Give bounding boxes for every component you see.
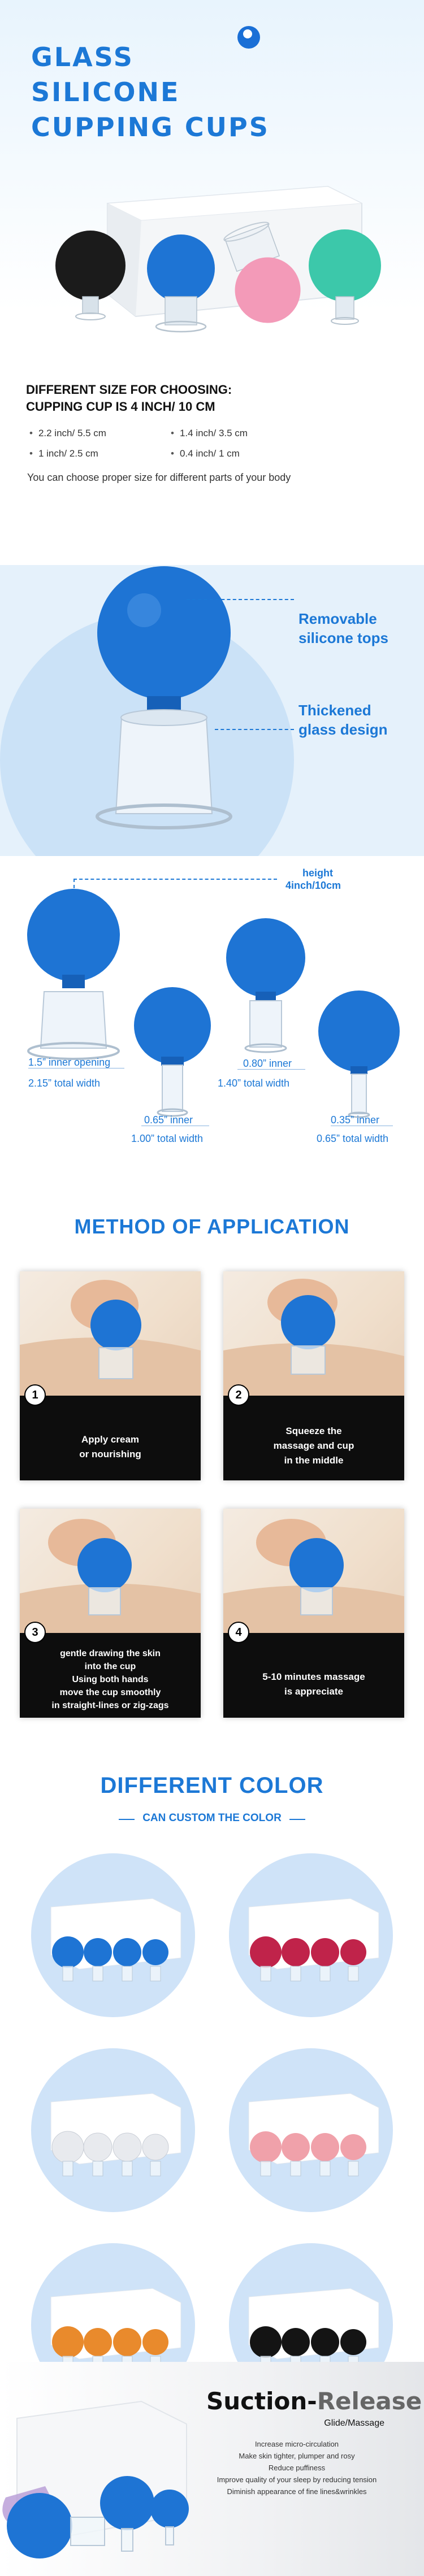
- cup-ball: [340, 2329, 366, 2355]
- hero-title-line-2: SILICONE: [31, 77, 180, 107]
- subtitle-dash: [289, 1819, 305, 1820]
- cup-glass: [63, 2161, 73, 2176]
- leader-line: [187, 599, 294, 600]
- benefit-item: Improve quality of your sleep by reducing tension: [217, 2475, 377, 2484]
- step-photo: [20, 1271, 201, 1396]
- height-label-1: height: [302, 867, 333, 879]
- benefit-item: Reduce puffiness: [268, 2464, 326, 2472]
- cup-ball: [250, 2131, 282, 2163]
- release-benefits: [206, 2438, 387, 2497]
- step-number-badge: 3: [24, 1622, 46, 1643]
- single-cup-image: [68, 565, 254, 831]
- cup-ball: [52, 2326, 84, 2358]
- specs-heading-line-1: DIFFERENT SIZE FOR CHOOSING:: [26, 383, 232, 397]
- cup-glass: [122, 2161, 132, 2176]
- step-photo: [20, 1509, 201, 1633]
- hero-title: [31, 40, 270, 145]
- feature-removable-line-1: Removable: [298, 610, 377, 627]
- method-section: [0, 1175, 424, 1740]
- cup-glass: [63, 1966, 73, 1981]
- release-product-image: [0, 2384, 204, 2576]
- color-variant-pink: [229, 2048, 393, 2212]
- cup4-inner: 0.35” inner: [331, 1114, 380, 1126]
- color-variant-image: [31, 2048, 195, 2212]
- cup1-total: 2.15” total width: [28, 1078, 101, 1089]
- color-variant-blue: [31, 1853, 195, 2017]
- cup-ball: [282, 2133, 310, 2161]
- color-variant-red: [229, 1853, 393, 2017]
- cup-glass: [93, 2161, 103, 2176]
- sizes-section: [0, 856, 424, 1175]
- benefit-item: Diminish appearance of fine lines&wrinkles: [227, 2487, 367, 2496]
- step-number-badge: 1: [24, 1384, 46, 1406]
- cup-glass: [93, 1966, 103, 1981]
- cup3-total: 1.40” total width: [218, 1078, 290, 1089]
- step-text: Apply cream or nourishing: [79, 1434, 141, 1459]
- release-title-bold: Suction-: [206, 2387, 317, 2415]
- decor-dot-small: [243, 29, 252, 38]
- color-variant-image: [229, 2048, 393, 2212]
- cup-ball: [52, 2131, 84, 2163]
- cup2-inner: 0.65” inner: [144, 1114, 193, 1126]
- step-photo: [223, 1271, 404, 1396]
- feature-thickened: [298, 701, 388, 739]
- cup-ball: [142, 1939, 168, 1965]
- cup-ball: [311, 2133, 339, 2161]
- cup-ball: [250, 1936, 282, 1968]
- benefit-item: Increase micro-circulation: [254, 2440, 339, 2448]
- cup-glass: [348, 2161, 358, 2176]
- cup-ball: [52, 1936, 84, 1968]
- cup-glass: [261, 1966, 271, 1981]
- cup-ball: [311, 1938, 339, 1966]
- cup-glass: [150, 2161, 161, 2176]
- cup4-total: 0.65” total width: [317, 1133, 389, 1144]
- cup-ball: [113, 1938, 141, 1966]
- feature-removable: [298, 609, 388, 648]
- colors-title: DIFFERENT COLOR: [100, 1773, 324, 1798]
- teal-cup: [309, 229, 381, 324]
- cup-glass: [291, 2161, 301, 2176]
- release-title: [206, 2387, 422, 2415]
- color-variant-image: [229, 1853, 393, 2017]
- specs-heading-line-2: CUPPING CUP IS 4 INCH/ 10 CM: [26, 399, 215, 414]
- cup-ball: [113, 2133, 141, 2161]
- cup1-inner: 1.5” inner opening: [28, 1057, 111, 1068]
- cup-glass: [291, 1966, 301, 1981]
- method-step-card: [20, 1509, 201, 1718]
- release-subtitle: Glide/Massage: [324, 2418, 384, 2428]
- feature-thickened-line-2: glass design: [298, 721, 388, 738]
- step-text: gentle drawing the skin into the cup Using both hands move the cup smoothly in straight-lines or zig-zags: [51, 1649, 169, 1710]
- cup-glass: [122, 1966, 132, 1981]
- cup-ball: [113, 2328, 141, 2356]
- specs-note: You can choose proper size for different parts of your body: [27, 472, 291, 483]
- step-number-badge: 4: [228, 1622, 249, 1643]
- step-text: 5-10 minutes massage is appreciate: [262, 1671, 365, 1697]
- feature-removable-line-2: silicone tops: [298, 629, 388, 646]
- cup3-inner: 0.80” inner: [243, 1058, 292, 1069]
- cup-ball: [84, 2133, 112, 2161]
- step-photo: [223, 1509, 404, 1633]
- hero-title-line-1: GLASS: [31, 42, 134, 72]
- cup-glass: [348, 1966, 358, 1981]
- cup-ball: [282, 1938, 310, 1966]
- cup-ball: [84, 2328, 112, 2356]
- features-section: [0, 565, 424, 856]
- size-option: • 0.4 inch/ 1 cm: [171, 448, 240, 459]
- color-variant-image: [31, 1853, 195, 2017]
- cup-ball: [340, 1939, 366, 1965]
- cup-ball: [84, 1938, 112, 1966]
- size-option: • 2.2 inch/ 5.5 cm: [29, 428, 106, 439]
- hero-product-image: [45, 181, 384, 367]
- leader-line: [215, 729, 294, 730]
- step-text: Squeeze the massage and cup in the middle: [273, 1426, 354, 1466]
- cup2-total: 1.00” total width: [131, 1133, 204, 1144]
- specs-heading: [26, 381, 232, 415]
- hero-title-line-3: CUPPING CUPS: [31, 112, 270, 142]
- method-title: METHOD OF APPLICATION: [74, 1215, 350, 1238]
- cup-ball: [311, 2328, 339, 2356]
- cup-ball: [250, 2326, 282, 2358]
- cup-ball: [282, 2328, 310, 2356]
- color-variant-white: [31, 2048, 195, 2212]
- release-title-light: Release: [317, 2387, 422, 2415]
- method-step-card: [20, 1271, 201, 1480]
- cup-glass: [150, 1966, 161, 1981]
- cup-ball: [142, 2134, 168, 2160]
- size-option: • 1 inch/ 2.5 cm: [29, 448, 98, 459]
- benefit-item: Make skin tighter, plumper and rosy: [239, 2452, 355, 2460]
- colors-subtitle: CAN CUSTOM THE COLOR: [142, 1812, 282, 1824]
- hero-section: [0, 0, 424, 565]
- blue-cup: [147, 234, 215, 332]
- method-step-card: [223, 1509, 404, 1718]
- colors-section: [0, 1740, 424, 2362]
- height-label-2: 4inch/10cm: [285, 880, 341, 891]
- feature-thickened-line-1: Thickened: [298, 702, 371, 719]
- black-cup: [55, 231, 126, 320]
- cup-ball: [142, 2329, 168, 2355]
- method-step-card: [223, 1271, 404, 1480]
- cup-glass: [261, 2161, 271, 2176]
- cup-glass: [320, 2161, 330, 2176]
- step-number-badge: 2: [228, 1384, 249, 1406]
- size-option: • 1.4 inch/ 3.5 cm: [171, 428, 248, 439]
- cup-ball: [340, 2134, 366, 2160]
- cup-glass: [320, 1966, 330, 1981]
- release-section: [0, 2362, 424, 2576]
